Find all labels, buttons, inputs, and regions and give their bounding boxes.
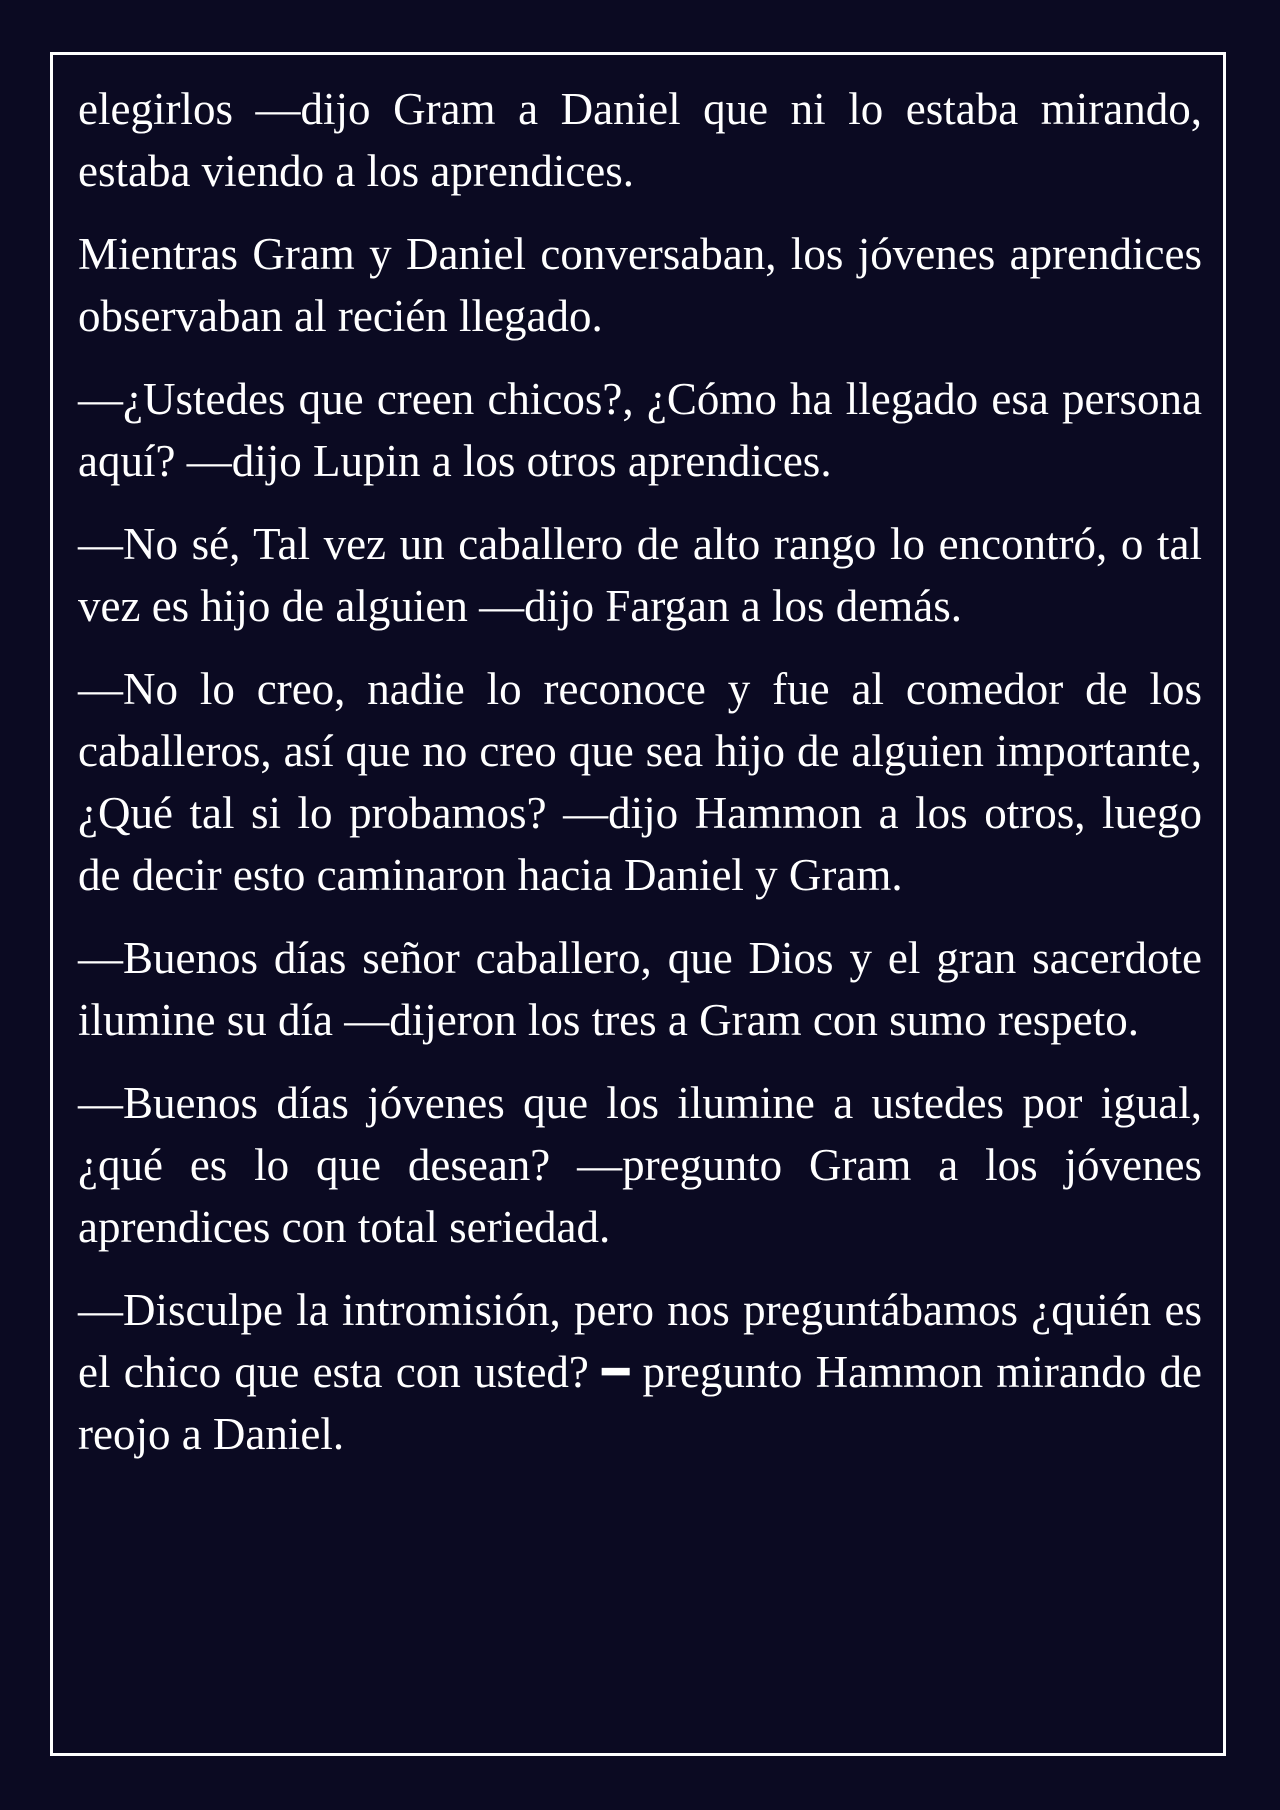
paragraph-2: Mientras Gram y Daniel conversaban, los jóvenes aprendices observaban al recién llegado.	[78, 229, 1202, 341]
paragraph-7: —Buenos días jóvenes que los ilumine a ustedes por igual, ¿qué es lo que desean? —pregunto Gram a los jóvenes aprendices con total seriedad.	[78, 1078, 1202, 1252]
paragraph-5: —No lo creo, nadie lo reconoce y fue al comedor de los caballeros, así que no creo que sea hijo de alguien importante, ¿Qué tal si lo probamos? —dijo Hammon a los otros, luego de decir esto caminaron hacia Daniel y Gram.	[78, 664, 1202, 900]
paragraph-1: elegirlos —dijo Gram a Daniel que ni lo estaba mirando, estaba viendo a los aprendices.	[78, 84, 1202, 196]
paragraph-3: —¿Ustedes que creen chicos?, ¿Cómo ha llegado esa persona aquí? —dijo Lupin a los otros aprendices.	[78, 374, 1202, 486]
page-text-body	[78, 78, 1202, 1486]
paragraph-4: —No sé, Tal vez un caballero de alto rango lo encontró, o tal vez es hijo de alguien —dijo Fargan a los demás.	[78, 519, 1202, 631]
paragraph-8: —Disculpe la intromisión, pero nos preguntábamos ¿quién es el chico que esta con usted? ━ pregunto Hammon mirando de reojo a Daniel.	[78, 1285, 1202, 1459]
paragraph-6: —Buenos días señor caballero, que Dios y el gran sacerdote ilumine su día —dijeron los tres a Gram con sumo respeto.	[78, 933, 1202, 1045]
